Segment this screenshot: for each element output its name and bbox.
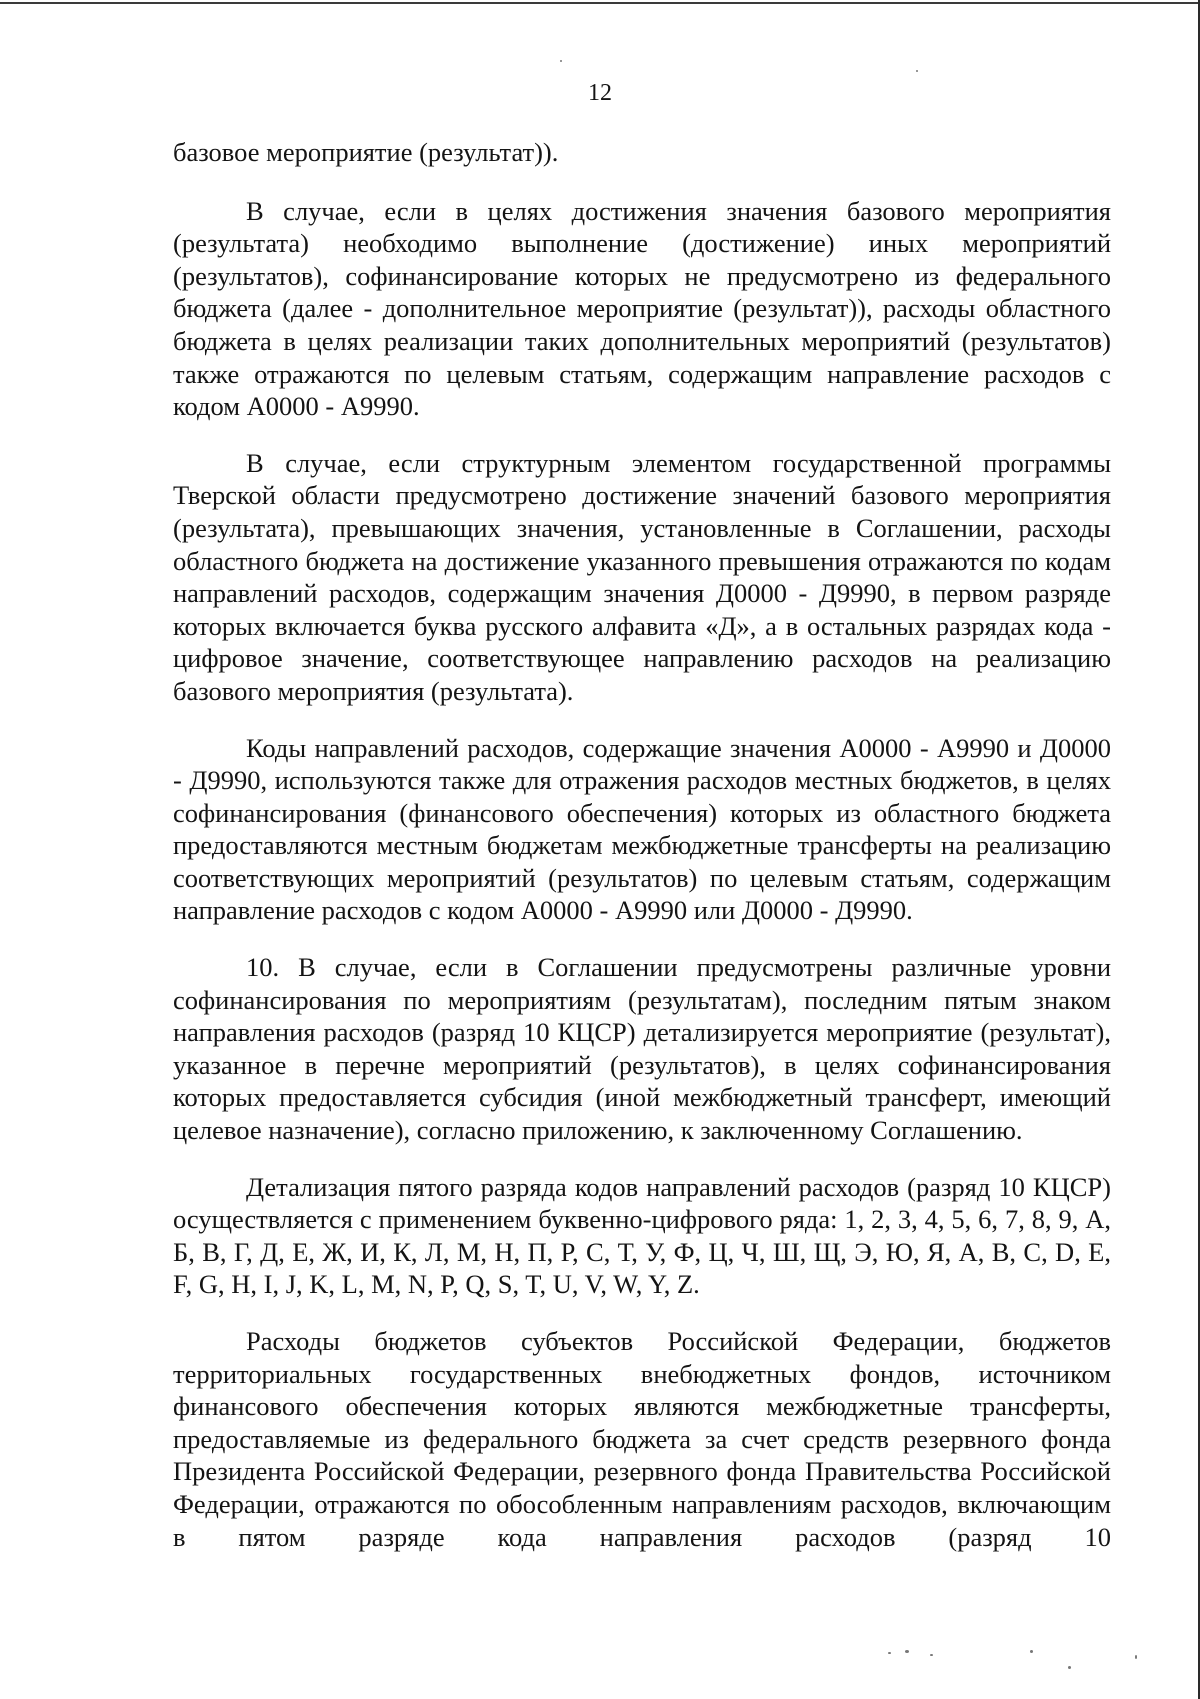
paragraph-continuation: базовое мероприятие (результат)).: [173, 137, 559, 167]
scan-speck: [916, 70, 918, 72]
paragraph-excess-values: В случае, если структурным элементом государственной программы Тверской области предусмотрено достижение значений базового мероприятия (результата), превышающих значения, установленные в Соглашении, расходы областного бюджета на достижение указанного превышения отражаются по кодам направлений расходов, содержащим значения Д0000 - Д9990, в первом разряде которых включается буква русского алфавита «Д», а в остальных разрядах кода - цифровое значение, соответствующее направлению расходов на реализацию базового мероприятия (результата).: [173, 447, 1111, 706]
scan-speck: [888, 1652, 891, 1654]
scan-speck: [905, 1650, 909, 1653]
scan-speck: [560, 60, 562, 62]
scan-edge-top: [0, 2, 1200, 4]
paragraph-reserve-fund: Расходы бюджетов субъектов Российской Федерации, бюджетов территориальных государственных внебюджетных фондов, источником финансового обеспечения которых являются межбюджетные трансферты, предоставляемые из федерального бюджета за счет средств резервного фонда Президента Российской Федерации, резервного фонда Правительства Российской Федерации, отражаются по обособленным направлениям расходов, включающим в пятом разряде кода направления расходов (разряд 10: [173, 1326, 1111, 1552]
scan-speck: [1135, 1655, 1137, 1659]
scan-speck: [1068, 1666, 1071, 1669]
page-number: 12: [588, 80, 612, 106]
scan-speck: [1030, 1650, 1033, 1653]
paragraph-additional-measures: В случае, если в целях достижения значения базового мероприятия (результата) необходимо выполнение (достижение) иных мероприятий (результатов), софинансирование которых не предусмотрено из федерального бюджета (далее - дополнительное мероприятие (результат)), расходы областного бюджета в целях реализации таких дополнительных мероприятий (результатов) также отражаются по целевым статьям, содержащим направление расходов с кодом А0000 - А9990.: [173, 195, 1111, 422]
paragraph-item-10: 10. В случае, если в Соглашении предусмотрены различные уровни софинансирования по мероприятиям (результатам), последним пятым знаком направления расходов (разряд 10 КЦСР) детализируется мероприятие (результат), указанное в перечне мероприятий (результатов), в целях софинансирования которых предоставляется субсидия (иной межбюджетный трансферт, имеющий целевое назначение), согласно приложению, к заключенному Соглашению.: [173, 952, 1111, 1146]
scan-speck: [930, 1654, 933, 1656]
paragraph-local-budgets: Коды направлений расходов, содержащие значения А0000 - А9990 и Д0000 - Д9990, используются также для отражения расходов местных бюджетов, в целях софинансирования (финансового обеспечения) которых из областного бюджета предоставляются местным бюджетам межбюджетные трансферты на реализацию соответствующих мероприятий (результатов) по целевым статьям, содержащим направление расходов с кодом А0000 - А9990 или Д0000 - Д9990.: [173, 732, 1111, 926]
document-body: [173, 136, 1111, 1553]
paragraph-fifth-digit-detail: Детализация пятого разряда кодов направлений расходов (разряд 10 КЦСР) осуществляется с применением буквенно-цифрового ряда: 1, 2, 3, 4, 5, 6, 7, 8, 9, А, Б, В, Г, Д, Е, Ж, И, К, Л, М, Н, П, Р, С, Т, У, Ф, Ц, Ч, Ш, Щ, Э, Ю, Я, A, B, C, D, E, F, G, H, I, J, K, L, M, N, P, Q, S, T, U, V, W, Y, Z.: [173, 1171, 1111, 1300]
